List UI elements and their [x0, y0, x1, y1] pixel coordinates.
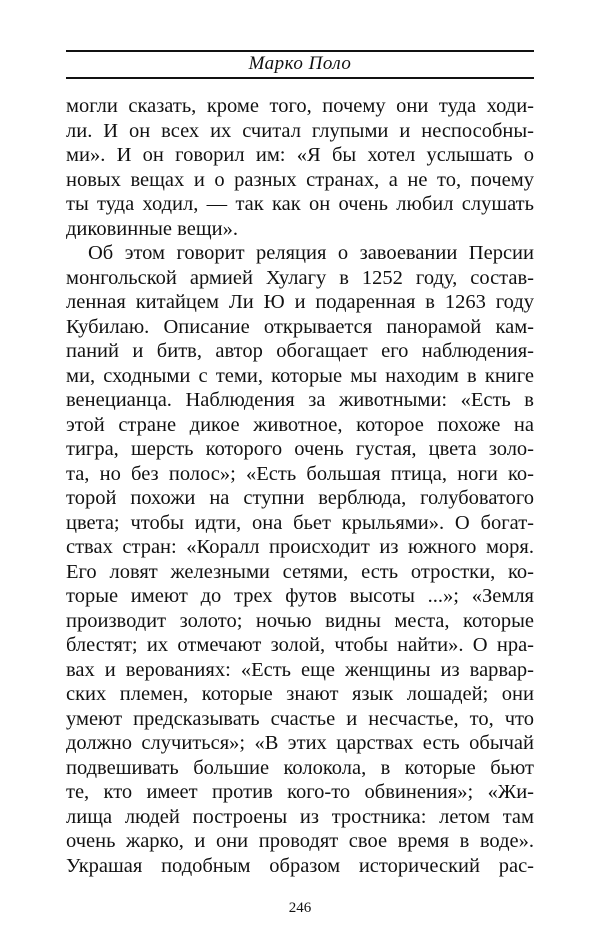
running-header-title: Марко Поло	[248, 53, 352, 74]
text-line: ты туда ходил, — так как он очень любил слушать	[66, 193, 534, 215]
text-line: те, кто имеет против кого-то обвинения»; «Жи-	[66, 781, 534, 803]
text-line: ских племен, которые знают язык лошадей; они	[66, 683, 534, 705]
text-line: тигра, шерсть которого очень густая, цвета золо-	[66, 438, 534, 460]
text-line: могли сказать, кроме того, почему они туда ходи-	[66, 95, 534, 117]
text-line: Его ловят железными сетями, есть отростки, ко-	[66, 560, 534, 583]
text-line: умеют предсказывать счастье и несчастье, то, что	[66, 707, 534, 730]
text-line: Украшая подобным образом исторический рас-	[66, 854, 534, 877]
text-line: ленная китайцем Ли Ю и подаренная в 1263 году	[66, 291, 534, 313]
header-top-rule	[66, 50, 534, 52]
text-line: производит золото; ночью видны места, которые	[66, 609, 534, 632]
text-line: новых вещах и о разных странах, а не то, почему	[66, 168, 534, 191]
text-line: блестят; их отмечают золой, чтобы найти». О нра-	[66, 634, 534, 656]
text-line: паний и битв, автор обогащает его наблюдения-	[66, 340, 534, 362]
text-line: ми». И он говорил им: «Я бы хотел услышать о	[66, 144, 534, 166]
text-line: ли. И он всех их считал глупыми и неспособны-	[66, 119, 534, 142]
text-line: та, но без полос»; «Есть большая птица, ноги ко-	[66, 462, 534, 485]
body-text	[66, 94, 534, 878]
text-line: ствах стран: «Коралл происходит из южного моря.	[66, 536, 534, 558]
text-line: этой стране дикое животное, которое похоже на	[66, 413, 534, 436]
text-line: цвета; чтобы идти, она бьет крыльями». О богат-	[66, 511, 534, 534]
text-line: лища людей построены из тростника: летом там	[66, 805, 534, 828]
header-bottom-rule	[66, 77, 534, 79]
text-line: Кубилаю. Описание открывается панорамой кам-	[66, 315, 534, 338]
text-line: ми, сходными с теми, которые мы находим в книге	[66, 364, 534, 387]
text-line: венецианца. Наблюдения за животными: «Есть в	[66, 389, 534, 411]
text-line: торой похожи на ступни верблюда, голубоватого	[66, 487, 534, 509]
page-number: 246	[288, 900, 312, 916]
text-line: должно случиться»; «В этих царствах есть обычай	[66, 732, 534, 754]
text-line: диковинные вещи».	[66, 217, 238, 240]
text-line: подвешивать большие колокола, в которые бьют	[66, 756, 534, 779]
text-line: очень жарко, и они проводят свое время в воде».	[66, 830, 534, 852]
text-line: вах и верованиях: «Есть еще женщины из варвар-	[66, 658, 534, 681]
text-line: Об этом говорит реляция о завоевании Персии	[88, 242, 534, 264]
text-line: монгольской армией Хулагу в 1252 году, состав-	[66, 266, 534, 289]
text-line: торые имеют до трех футов высоты ...»; «Земля	[66, 585, 534, 607]
